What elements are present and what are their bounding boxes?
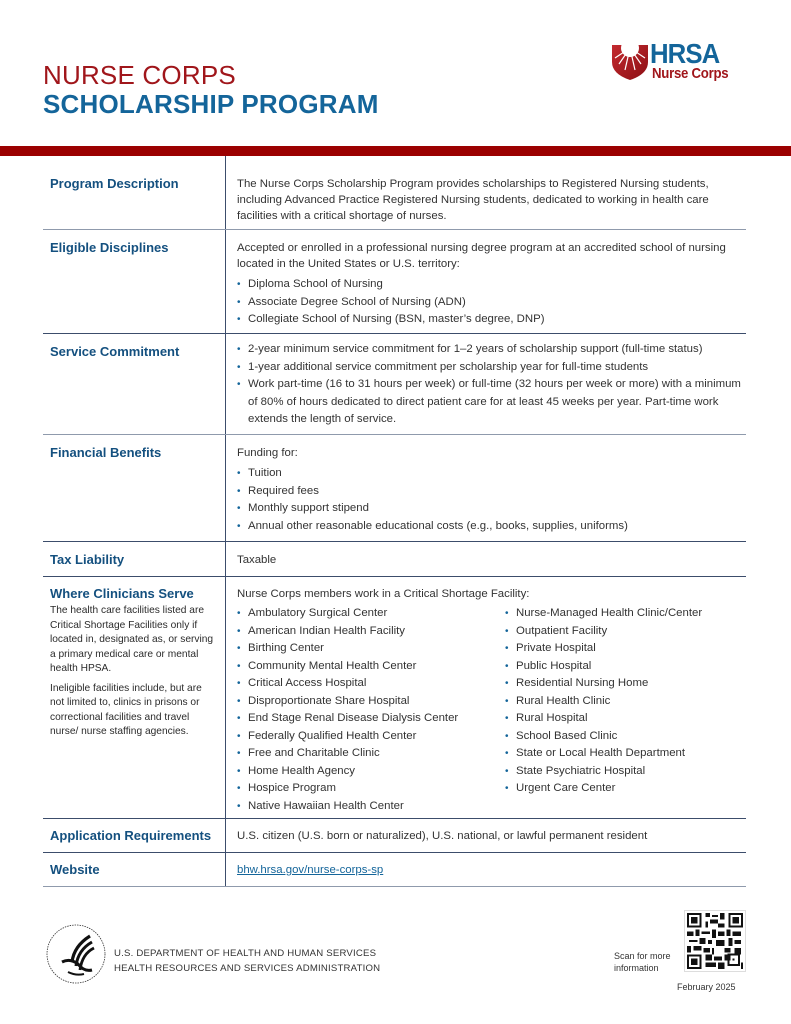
list-item: • State Psychiatric Hospital xyxy=(505,763,702,781)
list-item: • End Stage Renal Disease Dialysis Center xyxy=(237,710,505,728)
hhs-hrsa-department-name xyxy=(114,946,380,976)
list-item: • Hospice Program xyxy=(237,780,505,798)
financial-benefits-text: Funding for: xyxy=(237,447,298,459)
service-commitment-list xyxy=(237,341,746,429)
list-item: • Outpatient Facility xyxy=(505,623,702,641)
title-scholarship-program: SCHOLARSHIP PROGRAM xyxy=(43,89,379,119)
row-application-requirements xyxy=(43,819,746,853)
financial-benefits-list xyxy=(237,465,746,535)
list-item: • Tuition xyxy=(237,465,746,483)
list-item: • Rural Hospital xyxy=(505,710,702,728)
dept-line-hhs: U.S. DEPARTMENT OF HEALTH AND HUMAN SERVICES xyxy=(114,948,377,959)
list-item: • State or Local Health Department xyxy=(505,745,702,763)
list-item: • Collegiate School of Nursing (BSN, master’s degree, DNP) xyxy=(237,311,746,329)
row-content xyxy=(225,542,746,576)
application-requirements-text: U.S. citizen (U.S. born or naturalized), U.S. national, or lawful permanent resident xyxy=(237,830,648,842)
hrsa-shield-icon xyxy=(611,42,649,81)
nurse-corps-wordmark: Nurse Corps xyxy=(652,65,729,82)
hrsa-wordmark: HRSA xyxy=(650,38,720,69)
header-divider-bar xyxy=(0,146,791,156)
tax-liability-text: Taxable xyxy=(237,554,277,566)
list-item: • Home Health Agency xyxy=(237,763,505,781)
facilities-lists xyxy=(237,605,746,815)
program-description-text: The Nurse Corps Scholarship Program provides scholarships to Registered Nursing students, including Advanced Practice Registered Nursing students, dedicated to working in health care facilities with a critical shortage of nurses. xyxy=(237,178,709,222)
publication-date: February 2025 xyxy=(677,982,736,992)
row-content xyxy=(225,435,746,541)
title-nurse-corps: NURSE CORPS xyxy=(43,60,236,90)
critical-shortage-note xyxy=(50,604,225,740)
list-item: • Federally Qualified Health Center xyxy=(237,728,505,746)
scan-line-1: Scan for more xyxy=(614,951,671,961)
list-item: • Monthly support stipend xyxy=(237,500,746,518)
website-link[interactable]: bhw.hrsa.gov/nurse-corps-sp xyxy=(237,864,384,876)
list-item: • Required fees xyxy=(237,483,746,501)
scan-line-2: information xyxy=(614,963,659,973)
list-item: • Work part-time (16 to 31 hours per week) or full-time (32 hours per week or more) with a minimum of 80% of hours dedicated to direct patient care for at least 45 weeks per year. Part-time work extends the length of service. xyxy=(237,376,746,429)
list-item: • Native Hawaiian Health Center xyxy=(237,798,505,816)
row-label: Website xyxy=(50,862,100,877)
list-item: • Critical Access Hospital xyxy=(237,675,505,693)
list-item: • Ambulatory Surgical Center xyxy=(237,605,505,623)
list-item: • Diploma School of Nursing xyxy=(237,276,746,294)
row-tax-liability xyxy=(43,542,746,577)
list-item: • Annual other reasonable educational costs (e.g., books, supplies, uniforms) xyxy=(237,518,746,536)
row-content xyxy=(225,853,746,886)
row-content xyxy=(225,156,746,229)
row-label: Service Commitment xyxy=(50,344,180,359)
row-service-commitment xyxy=(43,334,746,435)
row-content xyxy=(225,819,746,852)
program-info-table xyxy=(43,156,746,887)
facilities-list-col1 xyxy=(237,605,505,815)
row-label: Where Clinicians Serve xyxy=(50,586,194,601)
list-item: • Community Mental Health Center xyxy=(237,658,505,676)
list-item: • Urgent Care Center xyxy=(505,780,702,798)
list-item: • 2-year minimum service commitment for 1–2 years of scholarship support (full-time status) xyxy=(237,341,746,359)
row-label: Program Description xyxy=(50,176,179,191)
list-item: • 1-year additional service commitment per scholarship year for full-time students xyxy=(237,359,746,377)
list-item: • Private Hospital xyxy=(505,640,702,658)
row-website xyxy=(43,853,746,887)
row-program-description xyxy=(43,156,746,230)
page-header xyxy=(0,0,791,157)
dept-line-hrsa: HEALTH RESOURCES AND SERVICES ADMINISTRATION xyxy=(114,963,381,974)
row-content xyxy=(225,577,746,818)
list-item: • Public Hospital xyxy=(505,658,702,676)
list-item: • Birthing Center xyxy=(237,640,505,658)
qr-code-icon[interactable] xyxy=(684,910,746,972)
list-item: • Disproportionate Share Hospital xyxy=(237,693,505,711)
hhs-seal-icon xyxy=(44,922,108,986)
list-item: • Free and Charitable Clinic xyxy=(237,745,505,763)
row-label: Financial Benefits xyxy=(50,445,162,460)
row-financial-benefits xyxy=(43,435,746,542)
row-where-clinicians-serve xyxy=(43,577,746,819)
facilities-intro-text: Nurse Corps members work in a Critical Shortage Facility: xyxy=(237,588,530,600)
row-content xyxy=(225,230,746,333)
row-eligible-disciplines xyxy=(43,230,746,334)
list-item: • Rural Health Clinic xyxy=(505,693,702,711)
row-label: Eligible Disciplines xyxy=(50,240,169,255)
list-item: • Residential Nursing Home xyxy=(505,675,702,693)
facilities-list-col2 xyxy=(505,605,702,815)
list-item: • American Indian Health Facility xyxy=(237,623,505,641)
eligible-disciplines-text: Accepted or enrolled in a professional nursing degree program at an accredited school of nursing located in the United States or U.S. territory: xyxy=(237,242,726,270)
row-label-block xyxy=(43,577,225,818)
list-item: • Associate Degree School of Nursing (ADN) xyxy=(237,294,746,312)
list-item: • School Based Clinic xyxy=(505,728,702,746)
row-content xyxy=(225,334,746,434)
hpsa-note: The health care facilities listed are Critical Shortage Facilities only if located in, designated as, or serving a primary medical care or mental health HPSA. xyxy=(50,605,214,674)
row-label: Application Requirements xyxy=(50,828,212,843)
hrsa-nurse-corps-logo xyxy=(611,38,747,83)
row-label: Tax Liability xyxy=(50,552,125,567)
eligible-disciplines-list xyxy=(237,276,746,329)
ineligible-facilities-note: Ineligible facilities include, but are not limited to, clinics in prisons or correctional facilities and travel nurse/ nurse staffing agencies. xyxy=(50,682,202,737)
scan-for-more-info xyxy=(614,950,671,974)
list-item: • Nurse-Managed Health Clinic/Center xyxy=(505,605,702,623)
